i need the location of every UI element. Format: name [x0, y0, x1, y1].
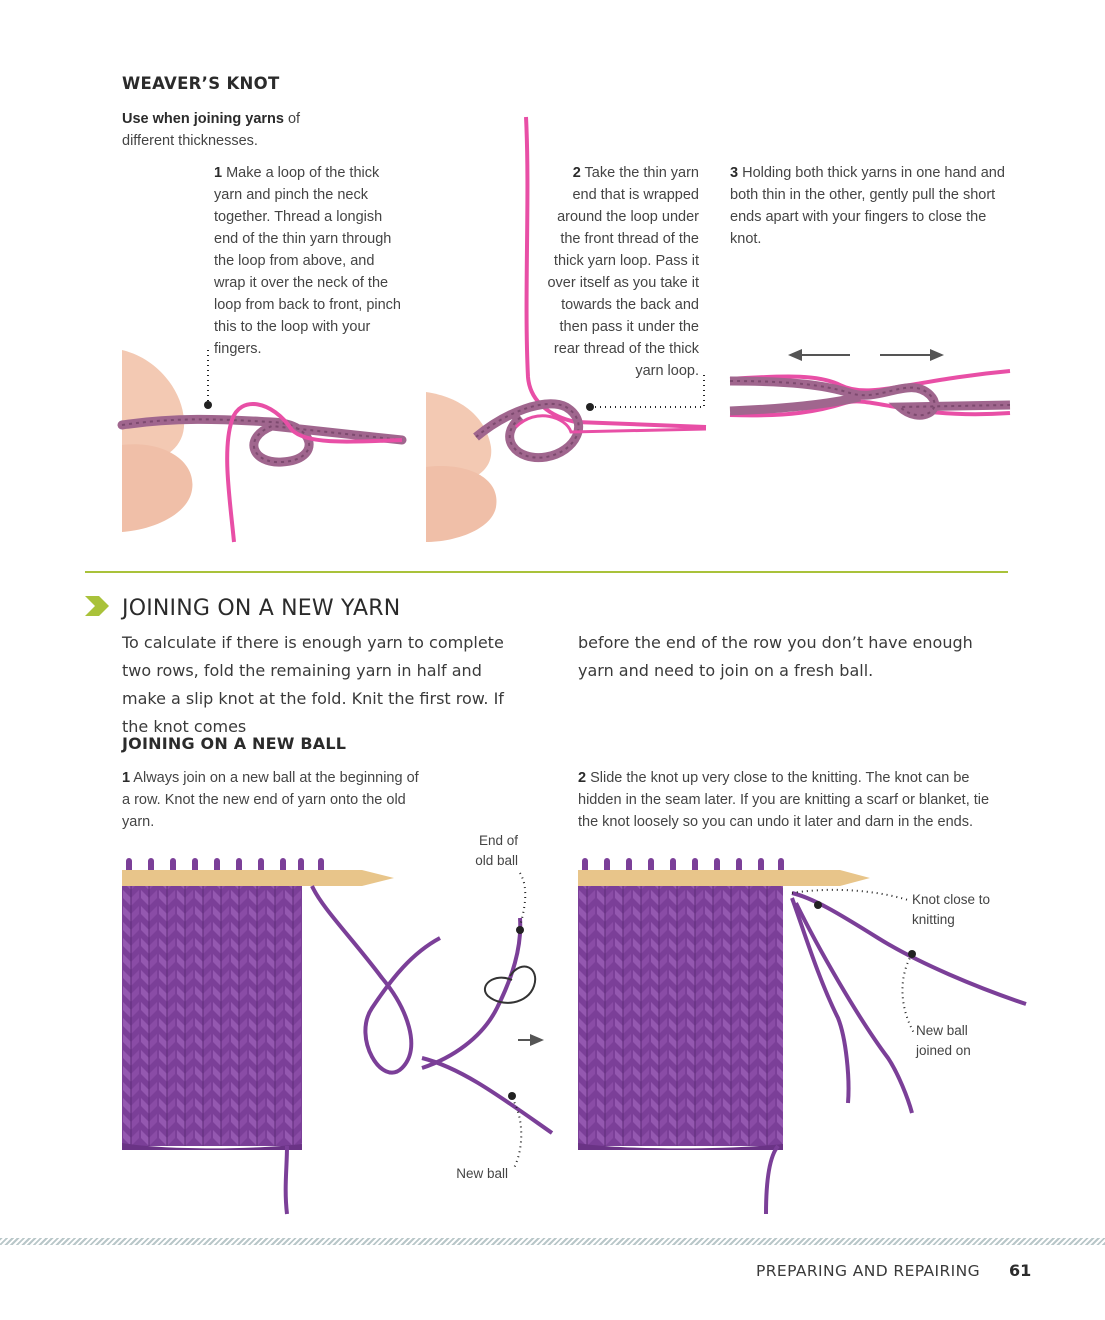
step-number: 1 — [122, 770, 131, 786]
leader-dot — [516, 926, 524, 934]
weavers-knot-intro — [122, 108, 352, 152]
joining-yarn-heading: JOINING ON A NEW YARN — [122, 596, 401, 621]
leader-dot — [508, 1092, 516, 1100]
weavers-step-3 — [730, 162, 1005, 250]
leader-line — [590, 374, 704, 407]
weavers-knot-photo-3 — [730, 345, 1010, 440]
intro-bold: Use when joining yarns — [122, 111, 284, 127]
weavers-knot-photo-2 — [426, 117, 711, 542]
joining-yarn-col-1: To calculate if there is enough yarn to complete two rows, fold the remaining yarn in half and make a slip knot at the fold. Knit the first row. If the knot comes — [122, 633, 504, 736]
label-end-of-old-ball: End of old ball — [475, 833, 518, 868]
weavers-knot-heading: WEAVER’S KNOT — [122, 74, 280, 93]
label-new-ball-joined: New ball joined on — [916, 1023, 971, 1058]
section-divider — [85, 571, 1008, 573]
ball-step-2 — [578, 767, 1006, 833]
label-new-ball: New ball — [456, 1166, 508, 1181]
chevron-right-icon — [85, 596, 111, 616]
ball-step-1 — [122, 767, 422, 833]
knitting-photo-1 — [122, 858, 557, 1214]
leader-line — [902, 954, 914, 1033]
footer-rule — [0, 1238, 1105, 1245]
leader-dot — [204, 401, 212, 409]
page-number: 61 — [1009, 1261, 1032, 1280]
leader-dot — [908, 950, 916, 958]
step-number: 2 — [578, 770, 587, 786]
step-text: Holding both thick yarns in one hand and both thin in the other, gently pull the short ends apart with your fingers to close the knot. — [730, 165, 1005, 247]
joining-ball-heading: JOINING ON A NEW BALL — [122, 734, 347, 753]
step-text: Make a loop of the thick yarn and pinch the neck together. Thread a longish end of the thin yarn through the loop from above, and wrap it over the neck of the loop from back to front, pinch this to the loop with your fingers. — [214, 165, 401, 357]
leader-dot — [814, 901, 822, 909]
step-text: Always join on a new ball at the beginning of a row. Knot the new end of yarn onto the old yarn. — [122, 770, 419, 830]
step-number: 3 — [730, 165, 739, 181]
intro-rest: of different thicknesses. — [122, 111, 301, 149]
step-text: Slide the knot up very close to the knitting. The knot can be hidden in the seam later. If you are knitting a scarf or blanket, tie the knot loosely so you can undo it later and darn in the ends. — [578, 770, 990, 830]
weavers-knot-photo-1 — [122, 350, 402, 542]
weavers-step-1 — [214, 162, 409, 360]
step-number: 2 — [572, 165, 581, 181]
joining-yarn-col-2: before the end of the row you don’t have enough yarn and need to join on a fresh ball. — [578, 633, 973, 680]
running-footer: PREPARING AND REPAIRING — [756, 1262, 981, 1280]
label-knot-close: Knot close to knitting — [912, 892, 991, 927]
step-number: 1 — [214, 165, 223, 181]
leader-dot — [586, 403, 594, 411]
step-text: Take the thin yarn end that is wrapped around the loop under the front thread of the thick yarn loop. Pass it over itself as you take it towards the back and then pass it under the rear thread of the thick yarn loop. — [547, 165, 699, 379]
